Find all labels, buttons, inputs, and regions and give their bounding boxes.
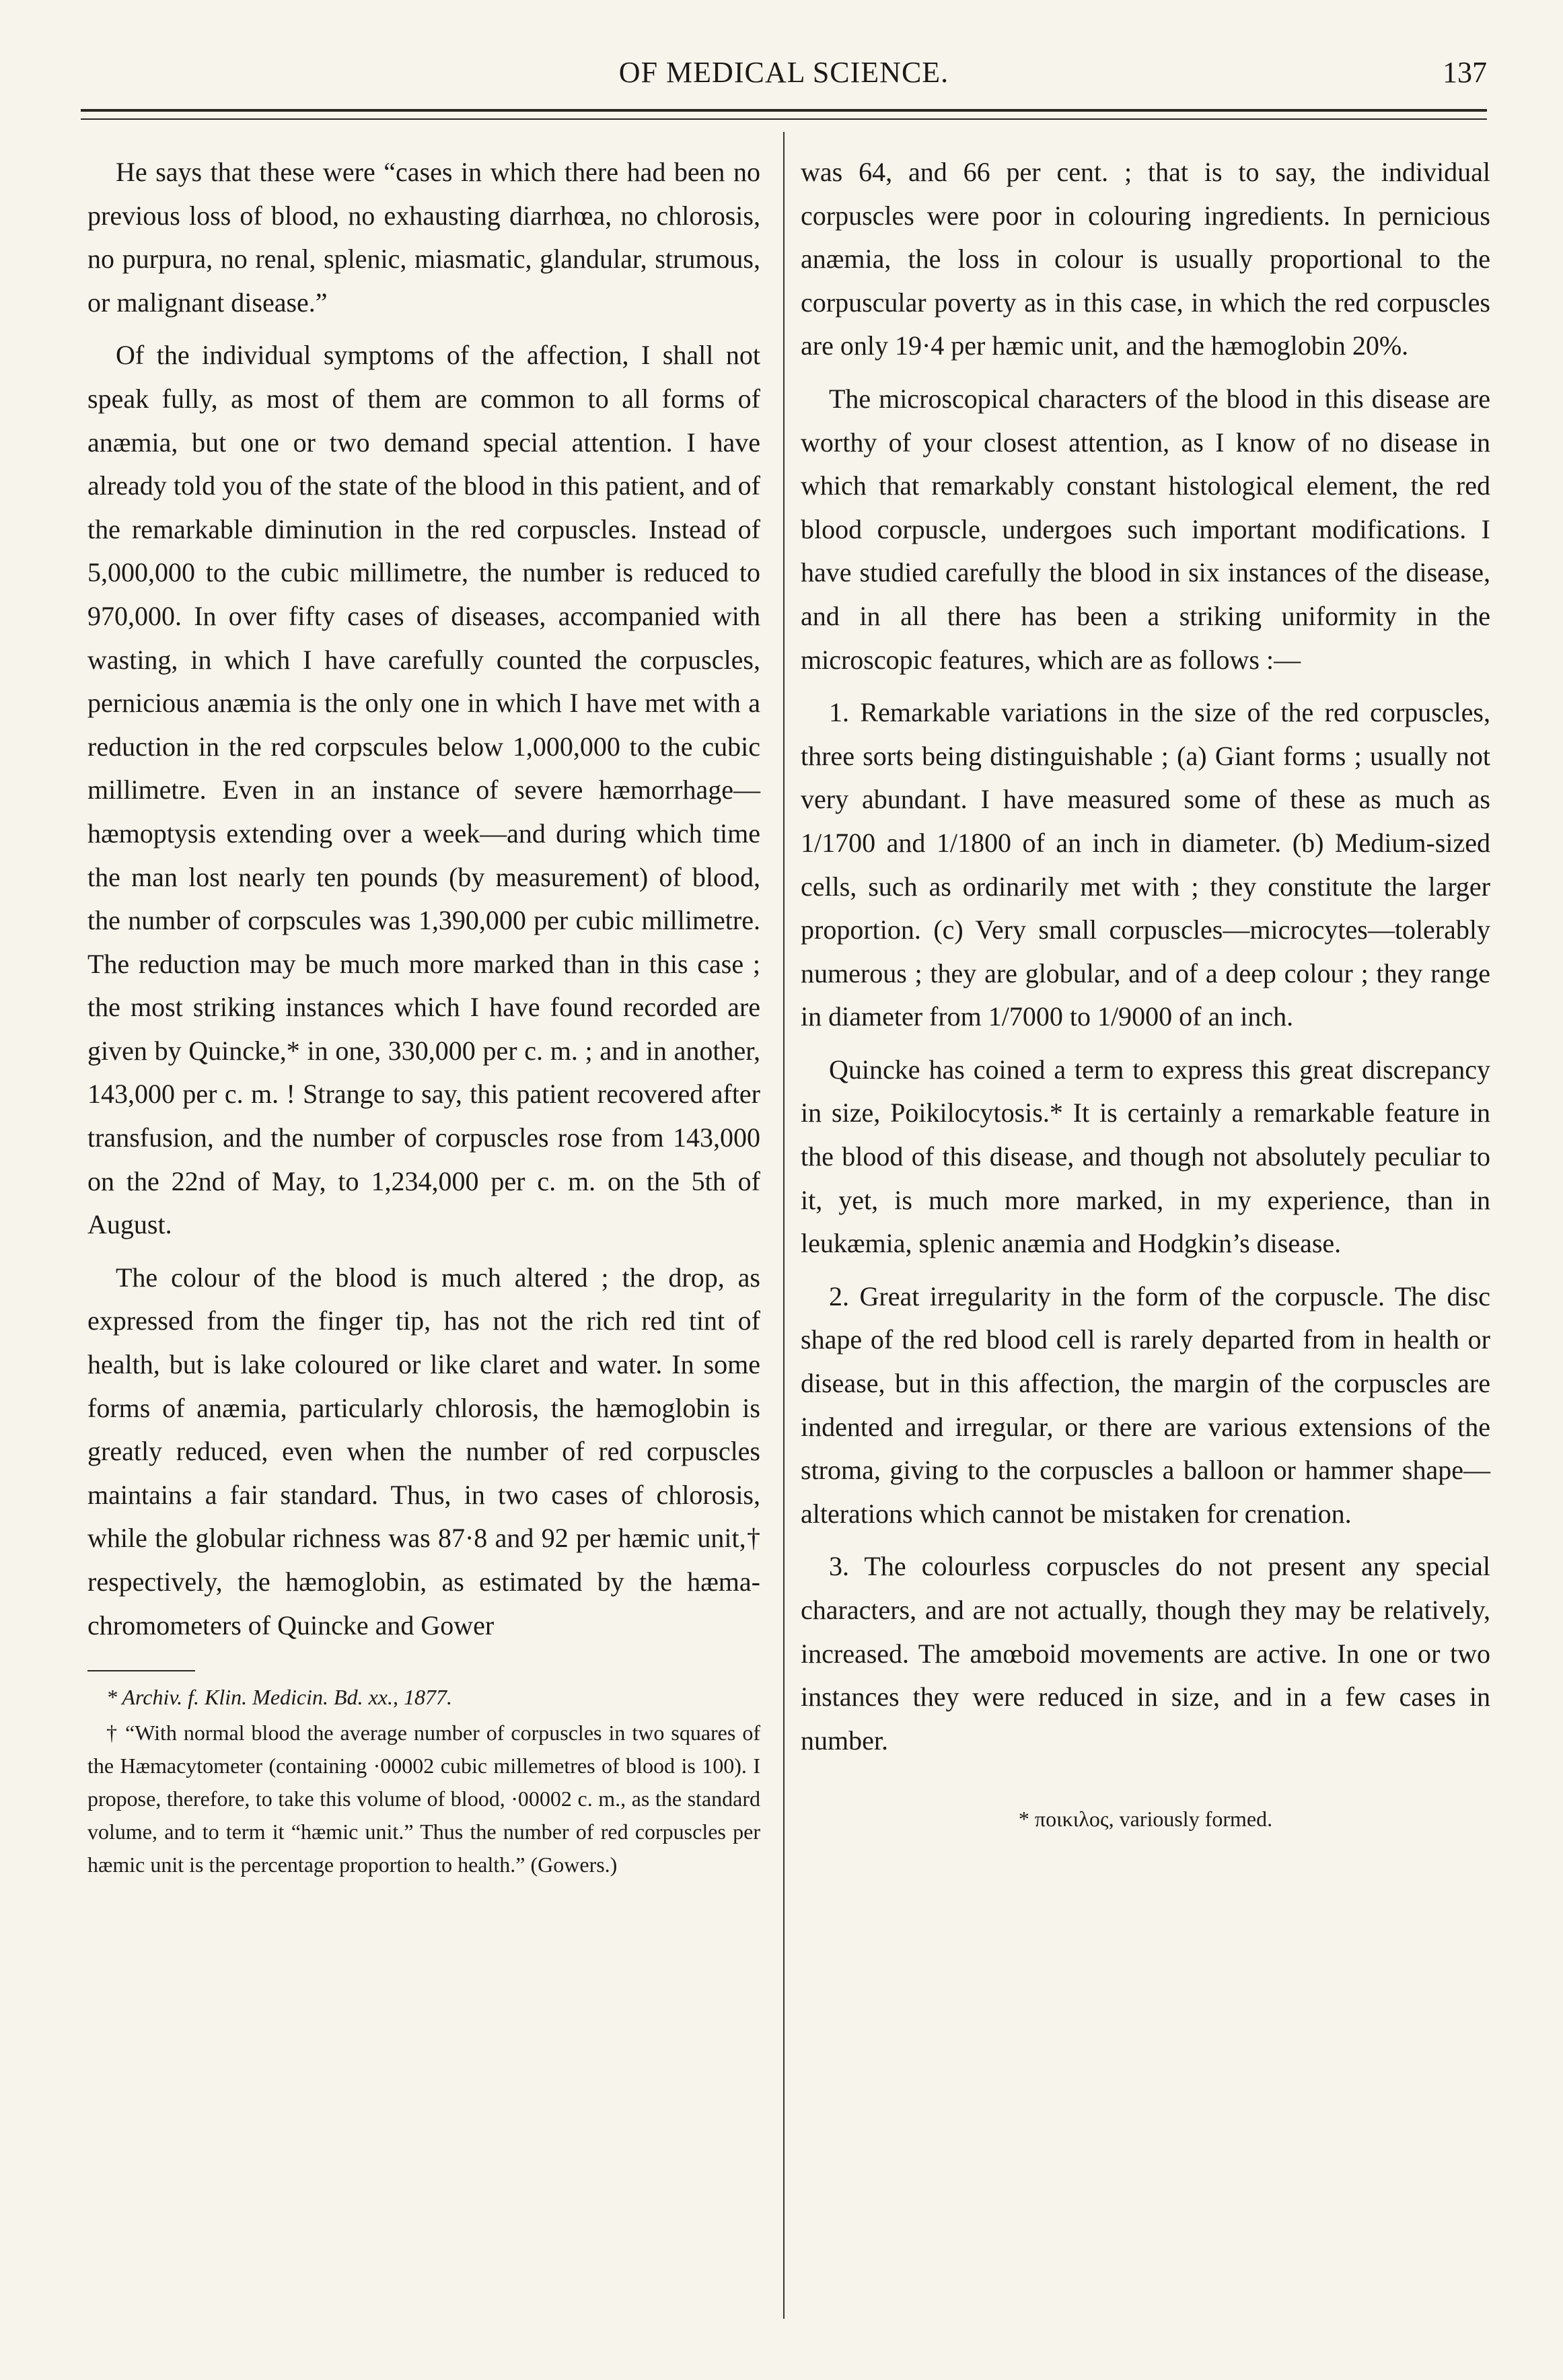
header-rule-thick bbox=[81, 109, 1487, 112]
footnote-gowers: † “With normal blood the average number of corpuscles in two squares of the Hæmacytometer (containing ·00002 cubic millemetres of blood is 100). I propose, therefore, to take this volume of blood, ·00002 c. m., as the standard volume, and to term it “hæmic unit.” Thus the number of red corpuscles per hæmic unit is the percentage proportion to health.” (Gowers.) bbox=[87, 1721, 760, 1877]
right-paragraph-6: 3. The colourless corpuscles do not present any special characters, and are not actually, though they may be relatively, increased. The amœboid movements are active. In one or two instances they were reduced in size, and in a few cases in number. bbox=[801, 1551, 1490, 1756]
right-paragraph-2: The microscopical characters of the blood in this disease are worthy of your closest attention, as I know of no disease in which that remarkably constant histological element, the red blood corpuscle, undergoes such important modifications. I have studied carefully the blood in six instances of the disease, and in all there has been a striking uniformity in the microscopic features, which are as follows :— bbox=[801, 383, 1490, 675]
footnote-rule bbox=[87, 1670, 195, 1671]
left-footnotes bbox=[87, 1681, 760, 1881]
header-rule-thin bbox=[81, 118, 1487, 120]
right-paragraph-1: was 64, and 66 per cent. ; that is to say, the individual corpuscles were poor in colouring ingredients. In pernicious anæmia, the loss in colour is usually proportional to the corpuscular poverty as in this case, in which the red corpuscles are only 19·4 per hæmic unit, and the hæmoglobin 20%. bbox=[801, 157, 1490, 361]
left-column bbox=[87, 151, 760, 1884]
running-title: OF MEDICAL SCIENCE. bbox=[618, 56, 949, 89]
page-number: 137 bbox=[1443, 56, 1487, 89]
page-header bbox=[81, 52, 1487, 100]
right-paragraph-4: Quincke has coined a term to express this great discrepancy in size, Poikilocytosis.* It is certainly a remarkable feature in the blood of this disease, and though not absolutely peculiar to it, yet, is much more marked, in my experience, than in leukæmia, splenic anæmia and Hodgkin’s disease. bbox=[801, 1054, 1490, 1259]
left-paragraph-1: He says that these were “cases in which there had been no previous loss of blood, no exhausting diarrhœa, no chlorosis, no purpura, no renal, splenic, miasmatic, glandular, strumous, or malignant disease.” bbox=[87, 157, 760, 318]
right-paragraph-5: 2. Great irregularity in the form of the corpuscle. The disc shape of the red blood cell is rarely departed from in health or disease, but in this affection, the margin of the corpuscles are indented and irregular, or there are various extensions of the stroma, giving to the corpuscles a balloon or hammer shape—alterations which cannot be mistaken for crenation. bbox=[801, 1281, 1490, 1529]
right-column bbox=[801, 151, 1490, 1838]
footnote-archiv: * Archiv. f. Klin. Medicin. Bd. xx., 1877. bbox=[106, 1685, 452, 1710]
column-divider bbox=[783, 132, 785, 2319]
left-paragraph-2: Of the individual symptoms of the affection, I shall not speak fully, as most of them are common to all forms of anæmia, but one or two demand special attention. I have already told you of the state of the blood in this patient, and of the remarkable diminution in the red corpuscles. Instead of 5,000,000 to the cubic millimetre, the number is reduced to 970,000. In over fifty cases of diseases, accompanied with wasting, in which I have carefully counted the corpuscles, pernicious anæmia is the only one in which I have met with a reduction in the red corpscules below 1,000,000 to the cubic millimetre. Even in an instance of severe hæmorrhage—hæmoptysis extending over a week—and during which time the man lost nearly ten pounds (by measurement) of blood, the number of corpscules was 1,390,000 per cubic millimetre. The reduction may be much more marked than in this case ; the most striking instances which I have found recorded are given by Quincke,* in one, 330,000 per c. m. ; and in another, 143,000 per c. m. ! Strange to say, this patient recovered after transfusion, and the number of corpuscles rose from 143,000 on the 22nd of May, to 1,234,000 per c. m. on the 5th of August. bbox=[87, 340, 760, 1240]
right-footnote-block bbox=[801, 1803, 1490, 1836]
right-paragraph-3: 1. Remarkable variations in the size of the red corpuscles, three sorts being distinguishable ; (a) Giant forms ; usually not very abundant. I have measured some of these as much as 1/1700 and 1/1800 of an inch in diameter. (b) Medium-sized cells, such as ordinarily met with ; they constitute the larger proportion. (c) Very small corpuscles—microcytes—tolerably numerous ; they are globular, and of a deep colour ; they range in diameter from 1/7000 to 1/9000 of an inch. bbox=[801, 697, 1490, 1032]
footnote-poikilos: * ποικιλος, variously formed. bbox=[1018, 1807, 1273, 1832]
left-paragraph-3: The colour of the blood is much altered ; the drop, as expressed from the finger tip, has not the rich red tint of health, but is lake coloured or like claret and water. In some forms of anæmia, particularly chlorosis, the hæmoglobin is greatly reduced, even when the number of red corpuscles maintains a fair standard. Thus, in two cases of chlorosis, while the globular richness was 87·8 and 92 per hæmic unit,† respectively, the hæmoglobin, as estimated by the hæma-chromometers of Quincke and Gower bbox=[87, 1262, 760, 1640]
